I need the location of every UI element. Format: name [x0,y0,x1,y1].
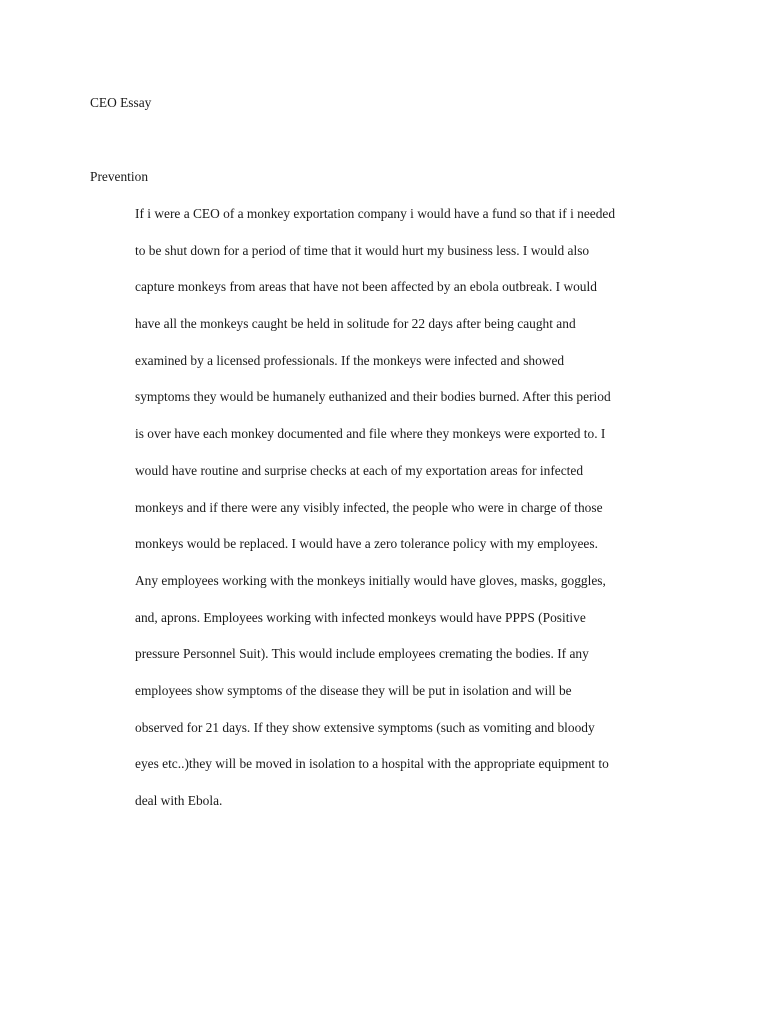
paragraph-line: observed for 21 days. If they show extensive symptoms (such as vomiting and bloody [135,719,595,735]
paragraph-line: monkeys and if there were any visibly infected, the people who were in charge of those [135,499,603,515]
paragraph-line: examined by a licensed professionals. If the monkeys were infected and showed [135,352,565,368]
paragraph-line: deal with Ebola. [135,793,223,808]
paragraph-line: monkeys would be replaced. I would have a zero tolerance policy with my employees. [135,536,598,552]
paragraph-line: symptoms they would be humanely euthanized and their bodies burned. After this period [135,389,611,405]
paragraph-line: and, aprons. Employees working with infected monkeys would have PPPS (Positive [135,609,586,625]
paragraph-line: would have routine and surprise checks at each of my exportation areas for infected [135,462,584,478]
paragraph-line: have all the monkeys caught be held in solitude for 22 days after being caught and [135,316,576,332]
paragraph-line: capture monkeys from areas that have not been affected by an ebola outbreak. I would [135,279,597,295]
paragraph-line: eyes etc..)they will be moved in isolation to a hospital with the appropriate equipment to [135,756,609,772]
paragraph-line: to be shut down for a period of time that it would hurt my business less. I would also [135,242,590,258]
essay-paragraph [135,203,695,827]
document-title: CEO Essay [90,95,152,110]
paragraph-line: employees show symptoms of the disease they will be put in isolation and will be [135,682,572,698]
paragraph-line: pressure Personnel Suit). This would include employees cremating the bodies. If any [135,646,589,662]
paragraph-line: is over have each monkey documented and file where they monkeys were exported to. I [135,426,606,442]
paragraph-line: If i were a CEO of a monkey exportation company i would have a fund so that if i needed [135,206,616,221]
section-heading: Prevention [90,169,149,184]
paragraph-line: Any employees working with the monkeys initially would have gloves, masks, goggles, [135,572,606,588]
